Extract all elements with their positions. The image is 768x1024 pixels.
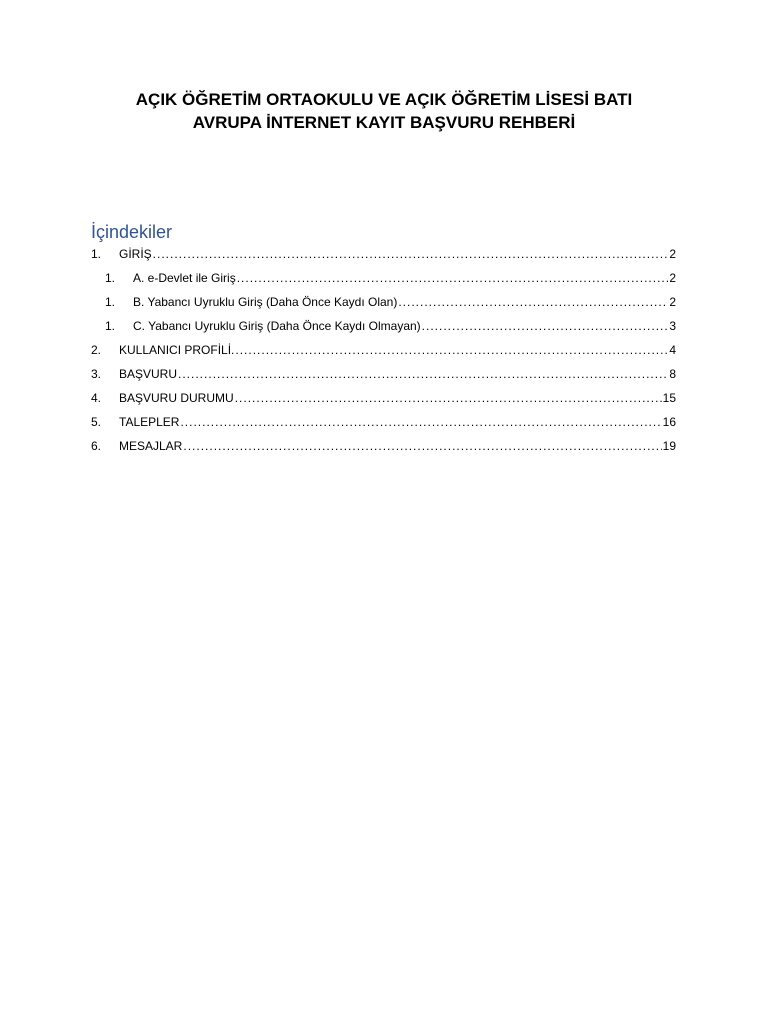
toc-entry-talepler[interactable] [91, 412, 676, 436]
toc-entry-yabanci-kaydi-olmayan[interactable] [91, 316, 676, 340]
toc-entry-page: 16 [662, 415, 676, 429]
toc-entry-page: 2 [669, 295, 676, 309]
toc-entry-label: MESAJLAR [119, 439, 183, 453]
toc-entry-edevlet-giris[interactable] [91, 268, 676, 292]
toc-entry-basvuru-durumu[interactable] [91, 388, 676, 412]
toc-entry-yabanci-kaydi-olan[interactable] [91, 292, 676, 316]
toc-entry-number: 5. [91, 415, 102, 429]
toc-entry-label: TALEPLER [119, 415, 180, 429]
toc-entry-number: 3. [91, 367, 102, 381]
toc-entry-number: 6. [91, 439, 102, 453]
toc-heading: İçindekiler [91, 222, 173, 242]
toc-entry-page: 15 [662, 391, 676, 405]
toc-entry-number: 4. [91, 391, 102, 405]
toc-entry-page: 2 [669, 247, 676, 261]
toc-entry-page: 3 [669, 319, 676, 333]
table-of-contents [91, 244, 676, 460]
toc-entry-label: GİRİŞ [119, 247, 152, 261]
toc-entry-label: C. Yabancı Uyruklu Giriş (Daha Önce Kaydı Olmayan) [133, 319, 421, 333]
toc-entry-number: 1. [91, 247, 102, 261]
toc-entry-label: A. e-Devlet ile Giriş [133, 271, 236, 285]
toc-entry-label: BAŞVURU [119, 367, 178, 381]
toc-dot-leader [237, 268, 669, 289]
toc-dot-leader [153, 244, 669, 265]
toc-entry-page: 4 [669, 343, 676, 357]
toc-entry-kullanici-profili[interactable] [91, 340, 676, 364]
title-line-2: AVRUPA İNTERNET KAYIT BAŞVURU REHBERİ [192, 113, 576, 132]
toc-entry-basvuru[interactable] [91, 364, 676, 388]
toc-entry-number: 2. [91, 343, 102, 357]
toc-entry-page: 19 [662, 439, 676, 453]
toc-dot-leader [180, 412, 661, 433]
toc-entry-label: B. Yabancı Uyruklu Giriş (Daha Önce Kaydı Olan) [133, 295, 398, 309]
toc-entry-label: KULLANICI PROFİLİ. [119, 343, 235, 357]
toc-entry-number: 1. [105, 295, 116, 309]
toc-entry-label: BAŞVURU DURUMU [119, 391, 234, 405]
toc-dot-leader [235, 388, 662, 409]
toc-dot-leader [422, 316, 669, 337]
toc-entry-mesajlar[interactable] [91, 436, 676, 460]
toc-entry-page: 2 [669, 271, 676, 285]
toc-entry-number: 1. [105, 271, 116, 285]
toc-dot-leader [398, 292, 668, 313]
toc-entry-giris[interactable] [91, 244, 676, 268]
document-title [90, 88, 678, 134]
toc-entry-page: 8 [669, 367, 676, 381]
title-line-1: AÇIK ÖĞRETİM ORTAOKULU VE AÇIK ÖĞRETİM LİSESİ BATI [135, 90, 633, 109]
toc-dot-leader [183, 436, 661, 457]
toc-dot-leader [235, 340, 668, 361]
toc-dot-leader [178, 364, 668, 385]
toc-entry-number: 1. [105, 319, 116, 333]
